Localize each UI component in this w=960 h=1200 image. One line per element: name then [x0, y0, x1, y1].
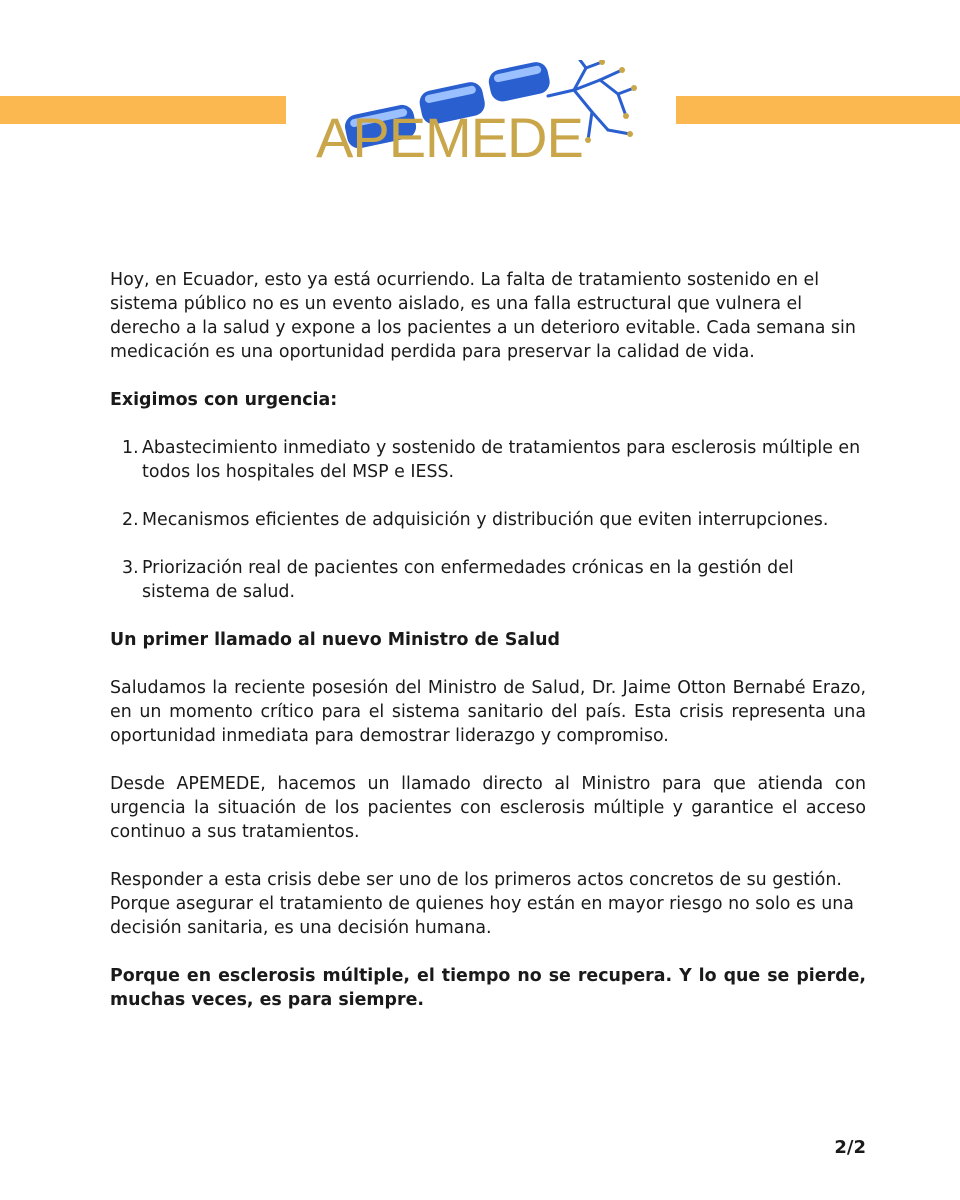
demands-list [110, 436, 866, 604]
greeting-paragraph: Saludamos la reciente posesión del Ministro de Salud, Dr. Jaime Otton Bernabé Erazo, en un momento crítico para el sistema sanitario del país. Esta crisis representa una oportunidad inmediata para demostrar liderazgo y compromiso. [110, 678, 866, 746]
page-number: 2/2 [834, 1137, 866, 1158]
apemede-logo [312, 60, 648, 168]
minister-heading: Un primer llamado al nuevo Ministro de Salud [110, 630, 560, 650]
list-item [110, 436, 866, 484]
header-accent-bar-left [0, 96, 286, 124]
intro-paragraph: Hoy, en Ecuador, esto ya está ocurriendo. La falta de tratamiento sostenido en el sistema público no es un evento aislado, es una falla estructural que vulnera el derecho a la salud y expone a los pacientes a un deterioro evitable. Cada semana sin medicación es una oportunidad perdida para preservar la calidad de vida. [110, 270, 856, 362]
closing-statement: Porque en esclerosis múltiple, el tiempo no se recupera. Y lo que se pierde, muchas veces, es para siempre. [110, 966, 866, 1010]
demands-heading: Exigimos con urgencia: [110, 390, 338, 410]
list-item-number: 2. [122, 510, 139, 530]
list-item-text: Abastecimiento inmediato y sostenido de tratamientos para esclerosis múltiple en todos los hospitales del MSP e IESS. [142, 438, 861, 482]
list-item [110, 508, 866, 532]
list-item [110, 556, 866, 604]
logo-text: APEMEDE [316, 106, 583, 169]
list-item-number: 3. [122, 558, 139, 578]
list-item-text: Mecanismos eficientes de adquisición y distribución que eviten interrupciones. [142, 510, 829, 530]
list-item-number: 1. [122, 438, 139, 458]
letter-body [110, 268, 866, 1012]
call-paragraph: Desde APEMEDE, hacemos un llamado directo al Ministro para que atienda con urgencia la situación de los pacientes con esclerosis múltiple y garantice el acceso continuo a sus tratamientos. [110, 774, 866, 842]
list-item-text: Priorización real de pacientes con enfermedades crónicas en la gestión del sistema de salud. [142, 558, 794, 602]
header-accent-bar-right [676, 96, 960, 124]
response-paragraph: Responder a esta crisis debe ser uno de los primeros actos concretos de su gestión. Porque asegurar el tratamiento de quienes hoy están en mayor riesgo no solo es una decisión sanitaria, es una decisión humana. [110, 870, 854, 938]
